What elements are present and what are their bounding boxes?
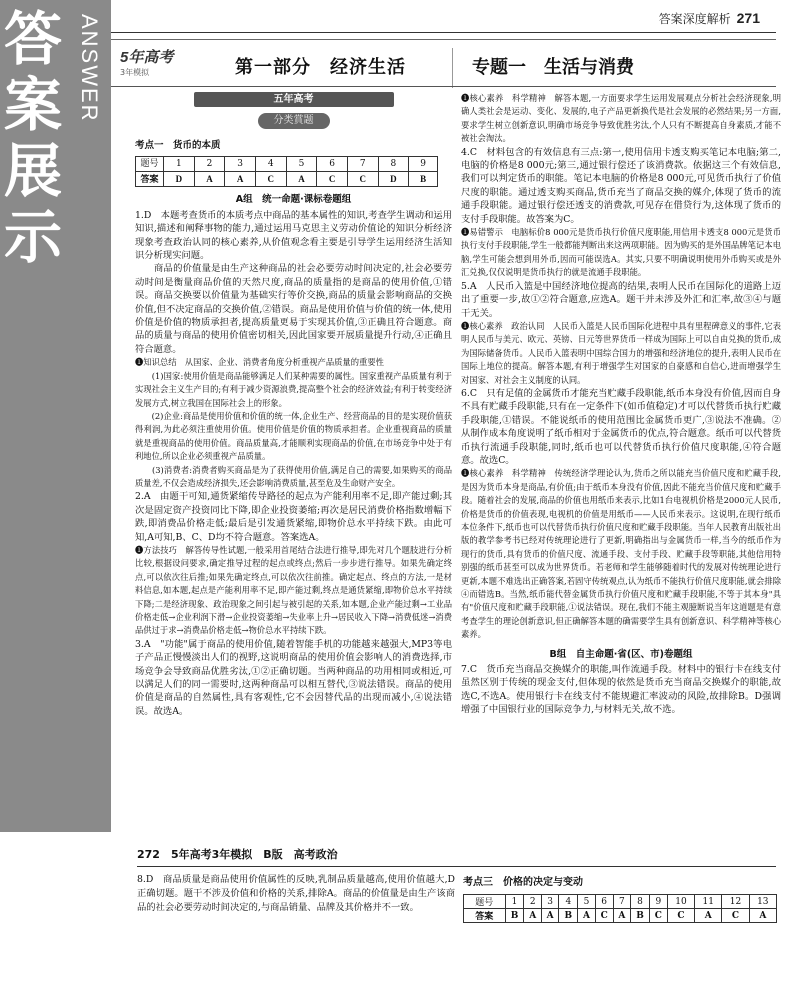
answer-cell: C	[255, 172, 286, 187]
q-num: 10	[667, 895, 694, 909]
answer-cell: A	[194, 172, 225, 187]
answer-cell: C	[347, 172, 378, 187]
kp3-title: 考点三 价格的决定与变动	[463, 877, 583, 888]
q-num: 9	[649, 895, 667, 909]
q-num: 7	[613, 895, 630, 909]
answer-cell: A	[613, 909, 630, 923]
q-num: 1	[505, 895, 524, 909]
category-pill: 分类賞题	[258, 113, 330, 129]
q-num: 6	[317, 157, 348, 172]
part-title: 第一部分 经济生活	[235, 57, 406, 78]
page-number: 271	[736, 10, 760, 26]
answer-cell: D	[164, 172, 195, 187]
running-header	[659, 10, 760, 27]
side-tab-english: ANSWER	[77, 14, 102, 123]
answer-cell: C	[667, 909, 694, 923]
answer-cell: C	[649, 909, 667, 923]
answer-table-kp1	[135, 156, 438, 187]
q-num: 2	[524, 895, 541, 909]
topic-title: 专题一 生活与消费	[472, 57, 634, 78]
error-warning-paragraph: ❶易错警示 电脑标价8 000元是货币执行价值尺度职能,用信用卡透支8 000元是货币执行支付手段职能,学生一般都能判断出来这两项职能。因为购买的是外国品牌笔记本电脑,学生可能会想到用外币,因而可能误选A。其实,只要不明确说明使用外币购买或是外汇兑换,仅仅说明是货币执行的就是流通手段职能。	[461, 227, 781, 278]
page272-right-column	[463, 873, 783, 923]
page272-header: 272 5年高考3年模拟 B版 高考政治	[137, 848, 338, 861]
answer-cell: B	[409, 172, 438, 187]
answer-paragraph: 8.D 商品质量是商品使用价值属性的反映,乳制品质量越高,使用价值越大,D正确切题。题干不涉及价值和价格的关系,排除A。商品的价值量是由生产该商品的社会必要劳动时间决定的,与商品销量、品牌及其价格并不一致。	[137, 874, 455, 913]
table-head-label: 题号	[464, 895, 506, 909]
header-rule	[111, 32, 776, 33]
core-literacy-paragraph: ❶核心素养 科学精神 传统经济学理论认为,货币之所以能充当价值尺度和贮藏手段,是因为货币本身是商品,有价值;由于纸币本身没有价值,因此不能充当价值尺度和贮藏手段。随着社会的发展,商品的价值也用纸币来表示,比如1台电视机价格是2000元人民币,价格是货币的价值表现,电视机的价值是用纸币——人民币来表示。这说明,在现行纸币本位条件下,纸币也可以代替货币执行价值尺度和贮藏手段职能。当年人民教育出版社出版的教学参考书已经对传统理论进行了更新,明确指出与金属货币一样,当今的纸币作为现行的货币,具有货币的价值尺度、流通手段、支付手段、贮藏手段等职能,其他信用特别强的纸币甚至可以成为世界货币。若老师和学生能够随着时代的发展对传统理论进行更新,本题不难选出正确答案,若固守传统观点,认为纸币不能执行价值尺度职能,就会排除④而错选B。当然,纸币能代替金属货币执行价值尺度和贮藏手段职能,不等于其本身"具有"价值尺度和贮藏手段职能,①说法错误。现在,我们不能主观臆断说当年这道题是有意考查学生的理论创新意识,但正确解答本题的确需要学生具有创新意识、科学精神等核心素养。	[461, 468, 781, 640]
answer-cell: C	[722, 909, 749, 923]
answer-paragraph: 4.C 材料包含的有效信息有三点:第一,使用信用卡透支购买笔记本电脑;第二,电脑的价格是8 000元;第三,通过银行偿还了该消费款。依据这三个有效信息,我们可以判定货币的职能。笔记本电脑的价格是8 000元,可见货币执行了价值尺度的职能。通过透支购买商品,货币充当了商品交换的媒介,体现了货币的流通手段职能。通过银行偿还透支的消费款,可见存在借贷行为,这体现了货币的支付手段职能。故答案为C。	[461, 146, 781, 225]
q-num: 4	[559, 895, 578, 909]
core-literacy-paragraph: ❶核心素养 科学精神 解答本题,一方面要求学生运用发展观点分析社会经济现象,明确人类社会是运动、变化、发展的,电子产品更新换代是社会发展的必然结果;另一方面,要求学生树立创新意识,明确市场竞争导致优胜劣汰,个人只有不断提高自身素质,才能不被社会淘汰。	[461, 93, 781, 144]
header-section: 答案深度解析	[658, 12, 731, 26]
answer-cell: D	[378, 172, 409, 187]
answer-cell: A	[749, 909, 776, 923]
left-column	[135, 92, 452, 718]
answer-cell: B	[505, 909, 524, 923]
answer-cell: B	[631, 909, 650, 923]
q-num: 3	[541, 895, 558, 909]
answer-side-tab	[0, 0, 111, 832]
page272-rule	[137, 866, 776, 867]
answer-paragraph: 3.A "功能"属于商品的使用价值,随着智能手机的功能越来越强大,MP3等电子产品正慢慢淡出人们的视野,这说明商品的使用价值会影响人的消费选择,市场竞争会导致商品优胜劣汰,①②正确切题。当两种商品的功用相同或相近,可以满足人们的同一需要时,这两种商品可以相互替代,③说法错误。商品的使用价值是商品的自然属性,具有客观性,它不会因替代品的出现而减小,④说法错误。故选A。	[135, 638, 452, 717]
answer-cell: A	[286, 172, 317, 187]
note-paragraph: (2)企业:商品是使用价值和价值的统一体,企业生产、经营商品的目的是实现价值获得利润,为此必须注重使用价值。使用价值是价值的物质承担者。企业重视商品的质量就是重视商品的使用价值。商品质量高,才能顺利实现商品的价值,在市场竞争中处于有利地位,所以企业必须重视产品质量。	[135, 410, 452, 462]
q-num: 7	[347, 157, 378, 172]
q-num: 12	[722, 895, 749, 909]
note-paragraph: (3)消费者:消费者购买商品是为了获得使用价值,满足自己的需要,如果购买的商品质量差,不仅会造成经济损失,还会影响消费质量,甚至危及生命财产安全。	[135, 464, 452, 488]
group-b-title: B组 自主命题·省(区、市)卷题组	[549, 648, 693, 660]
answer-paragraph: 5.A 人民币入篮是中国经济地位提高的结果,表明人民币在国际化的道路上迈出了重要一步,故①②符合题意,应选A。题干并未涉及外汇和汇率,故③④与题干无关。	[461, 280, 781, 319]
answer-paragraph: 1.D 本题考查货币的本质考点中商品的基本属性的知识,考查学生调动和运用知识,描述和阐释事物的能力,通过运用马克思主义劳动价值论的知识分析经济现象考查政治认同的核心素养,从价值观念看主要是引导学生运用经济生活知识分析现实问题。	[135, 209, 452, 262]
section-ribbon: 五年高考	[194, 92, 394, 107]
table-answer-label: 答案	[464, 909, 506, 923]
header-rule-secondary	[111, 39, 776, 40]
q-num: 4	[255, 157, 286, 172]
note-paragraph: (1)国家:使用价值是商品能够满足人们某种需要的属性。国家重视产品质量有利于实现社会主义生产目的;有利于减少资源浪费,提高整个社会的经济效益;有利于转变经济发展方式,树立我国在国际社会上的形象。	[135, 370, 452, 408]
knowledge-summary-heading: ❶知识总结 从国家、企业、消费者角度分析重视产品质量的重要性	[135, 357, 384, 368]
table-head-label: 题号	[136, 157, 164, 172]
kp1-title: 考点一 货币的本质	[135, 140, 221, 151]
right-column	[461, 92, 781, 717]
q-num: 5	[286, 157, 317, 172]
group-a-title: A组 统一命题·课标卷题组	[235, 194, 352, 206]
table-answer-label: 答案	[136, 172, 164, 187]
method-tip-paragraph: ❶方法技巧 解答传导性试题,一般采用首尾结合法进行推导,即先对几个题肢进行分析比较,根据设问要求,确定推导过程的起点或终点;然后一步步进行推导。如果先确定终点,可以依次往后推;如果先确定终点,可以依次往前推。确定起点、终点的方法,一是材料信息,如本题,起点是产能利用率不足,即产能过剩,终点是通货紧缩,即物价总水平持续下降;二是经济现象、政治现象之间引起与被引起的关系,如本题,企业产能过剩→工业品价格走低→企业利润下滑→企业投资萎缩→失业率上升→居民收入下降→消费低迷→消费品供过于求→消费品价格走低→物价总水平持续下跌。	[135, 544, 452, 636]
q-num: 11	[695, 895, 722, 909]
answer-cell: A	[524, 909, 541, 923]
core-literacy-paragraph: ❶核心素养 政治认同 人民币入篮是人民币国际化进程中具有里程碑意义的事件,它表明人民币与美元、欧元、英镑、日元等世界货币一样成为国际上可以自由兑换的货币,成为国际储备货币。人民币入篮表明中国综合国力的增强和经济地位的提升,表明人民币在国际上地位的提高。解答本题,有利于增强学生对国家的自豪感和自信心,进而增强学生对国家、对社会主义制度的认同。	[461, 320, 781, 385]
answer-cell: A	[541, 909, 558, 923]
answer-paragraph: 7.C 货币充当商品交换媒介的职能,叫作流通手段。材料中的银行卡在线支付虽然区别于传统的现金支付,但体现的依然是货币充当商品交换媒介的职能,故选C,不选A。使用银行卡在线支付不能规避汇率波动的风险,故排除B。D强调增强了中国银行业的国际竞争力,与材料无关,故不选。	[461, 664, 781, 716]
answer-paragraph: 2.A 由题干可知,通货紧缩传导路径的起点为产能利用率不足,即产能过剩;其次是固定资产投资同比下降,即企业投资萎缩;再次是居民消费价格指数增幅下跌,即消费品价格走低;最后是引发通货紧缩,即物价总水平持续下跌。由此可知,A可知,B、C、D均不符合题意。答案选A。	[135, 491, 452, 543]
q-num: 2	[194, 157, 225, 172]
banner-divider	[452, 48, 453, 88]
answer-cell: A	[578, 909, 595, 923]
q-num: 3	[225, 157, 256, 172]
answer-cell: A	[225, 172, 256, 187]
q-num: 8	[378, 157, 409, 172]
answer-table-kp3	[463, 894, 777, 923]
q-num: 6	[595, 895, 613, 909]
banner-rule	[111, 86, 776, 87]
q-num: 13	[749, 895, 776, 909]
logo-line1: 5年高考	[120, 49, 174, 66]
q-num: 1	[164, 157, 195, 172]
answer-cell: C	[317, 172, 348, 187]
q-num: 5	[578, 895, 595, 909]
q-num: 8	[631, 895, 650, 909]
q-num: 9	[409, 157, 438, 172]
answer-cell: B	[559, 909, 578, 923]
side-tab-title: 答案展示	[4, 5, 63, 271]
answer-paragraph: 6.C 只有足值的金属货币才能充当贮藏手段职能,纸币本身没有价值,因而自身不具有贮藏手段职能,只有在一定条件下(如币值稳定)才可以代替货币执行贮藏手段职能,①错误。不能说纸币的使用范围比金属货币更广,③说法不准确。②从制作成本角度说明了纸币相对于金属货币的优点,符合题意。纸币可以代替货币执行流通手段职能,同时,纸币也可以代替货币执行价值尺度职能,④符合题意。故选C。	[461, 387, 781, 466]
answer-cell: C	[595, 909, 613, 923]
logo-line2: 3年模拟	[120, 68, 150, 77]
brand-logo	[120, 46, 190, 86]
answer-cell: A	[695, 909, 722, 923]
page272-left-column	[137, 873, 455, 915]
answer-paragraph: 商品的价值量是由生产这种商品的社会必要劳动时间决定的,社会必要劳动时间是衡量商品价值的天然尺度,商品的质量指的是商品的使用价值,①错误。商品交换要以价值量为基础实行等价交换,商品的质量会影响商品的交换价值,但不决定商品的交换价值,②错误。商品是使用价值与价值的统一体,使用价值是价值的物质承担者,提高质量更易于实现其价值,③正确且符合题意。商品的质量与商品的使用价值密切相关,因此国家要开展质量提升行动,④正确且符合题意。	[135, 263, 452, 355]
